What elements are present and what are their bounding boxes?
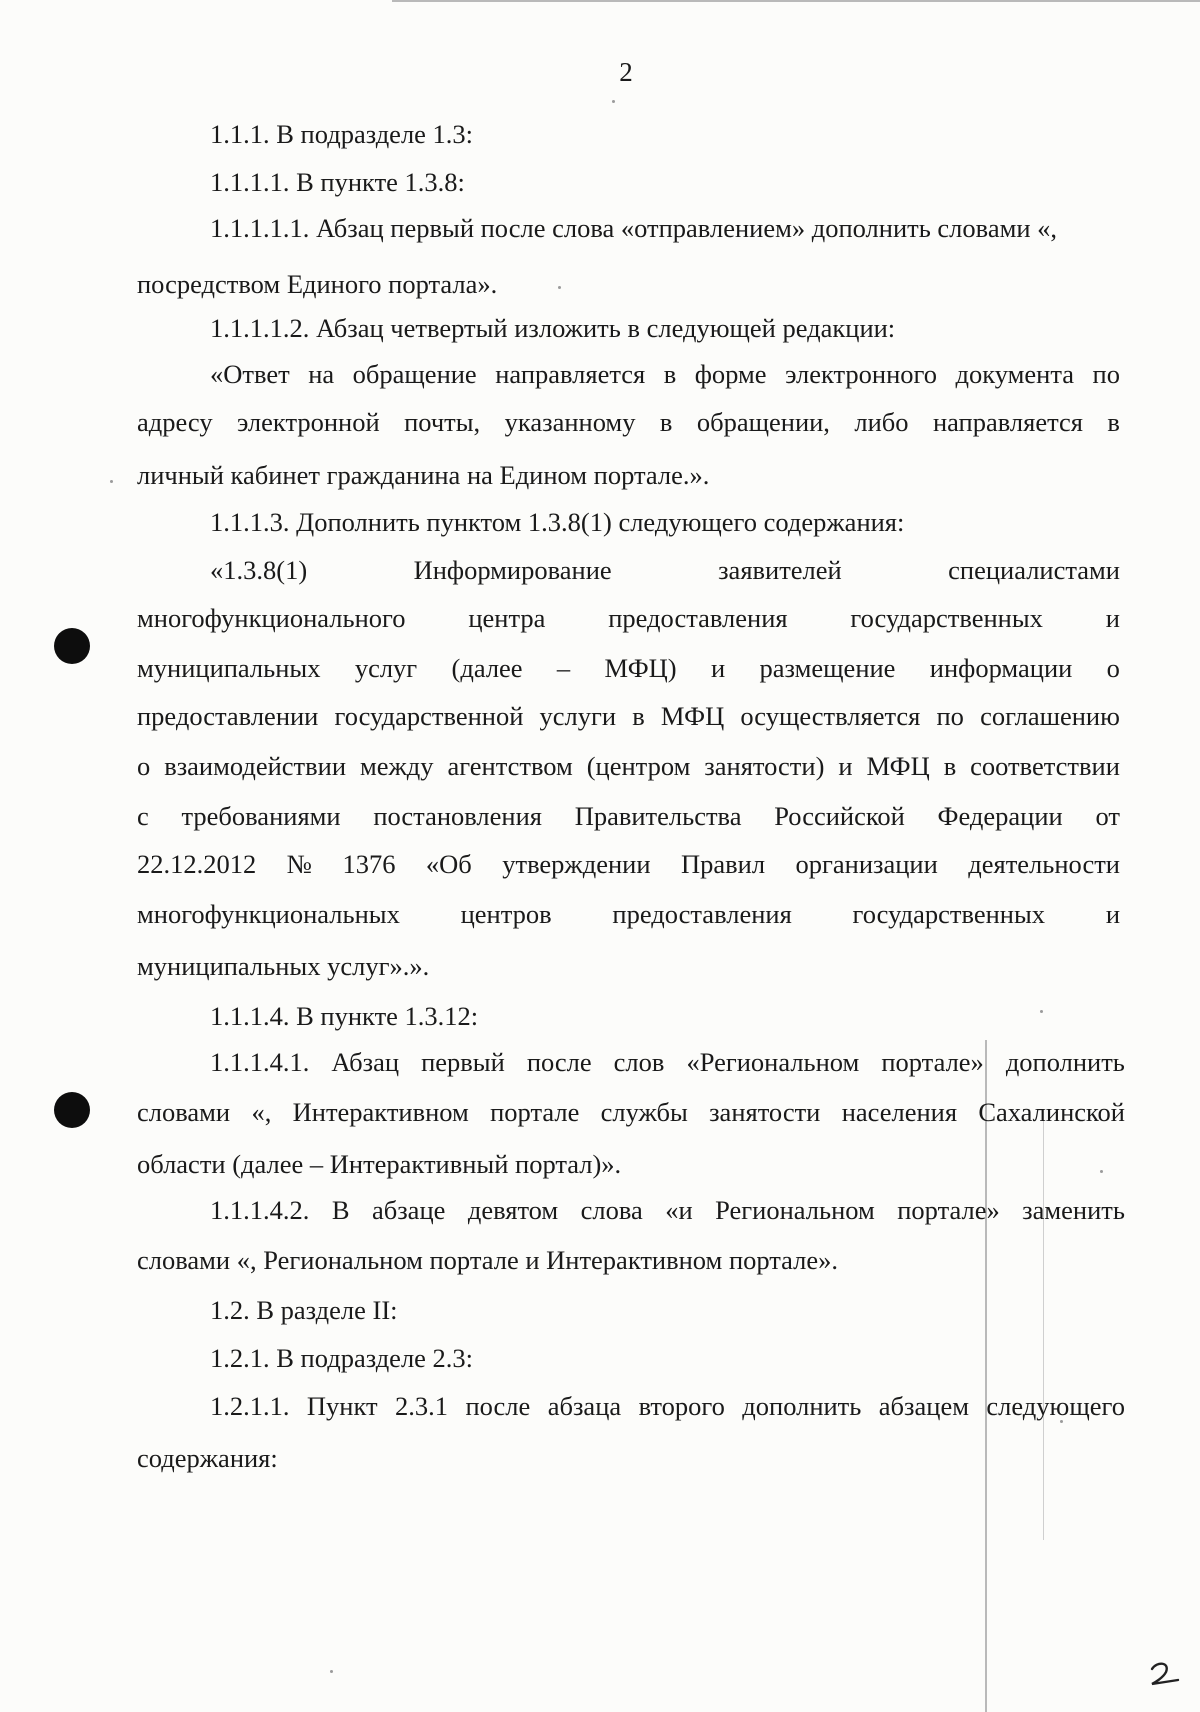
paragraph-line [137, 746, 1120, 786]
word: 1.1.1.4.1. [210, 1047, 310, 1077]
paragraph-line: личный кабинет гражданина на Едином портале.». [137, 460, 710, 490]
word: «и [665, 1195, 693, 1225]
word: взаимодействии [164, 751, 347, 781]
word: осуществляется [740, 701, 921, 731]
word: дополнить [742, 1391, 862, 1421]
word: в [632, 701, 645, 731]
word: (далее [451, 653, 523, 683]
paragraph-line [210, 1190, 1125, 1230]
scan-speck [612, 100, 615, 103]
word: 2.3.1 [395, 1391, 449, 1421]
paragraph: 1.2. В разделе II: [210, 1295, 398, 1325]
word: предоставления [608, 603, 788, 633]
word: дополнить [1005, 1047, 1125, 1077]
word: и [1105, 899, 1120, 929]
word: обращение [352, 359, 477, 389]
paragraph: 1.2.1. В подразделе 2.3: [210, 1343, 474, 1373]
handwritten-page-mark [1148, 1660, 1184, 1686]
scan-speck [558, 286, 561, 289]
word: почты, [404, 407, 481, 437]
paragraph-line [210, 550, 1120, 590]
word: в [663, 359, 677, 389]
word: второго [638, 1391, 725, 1421]
word: «Региональном [686, 1047, 860, 1077]
word: обращении, [696, 407, 830, 437]
paragraph-line: 1.1.1.1.1. Абзац первый после слова «отправлением» дополнить словами «, [210, 213, 1058, 243]
word: Правительства [574, 801, 742, 831]
paragraph-line: муниципальных услуг».». [137, 951, 430, 981]
word: абзацем [878, 1391, 969, 1421]
scan-speck [1100, 1170, 1103, 1173]
word: и [710, 653, 726, 683]
word: Правил [681, 849, 766, 879]
word: и [1105, 603, 1120, 633]
word: № [286, 849, 312, 879]
word: адресу [137, 407, 213, 437]
word: службы [600, 1097, 688, 1127]
word: постановления [373, 801, 542, 831]
word: электронной [237, 407, 380, 437]
word: МФЦ [866, 751, 930, 781]
word: центров [460, 899, 552, 929]
word: форме [694, 359, 767, 389]
paragraph: 1.1.1.4. В пункте 1.3.12: [210, 1001, 479, 1031]
word: либо [854, 407, 909, 437]
word: агентством [447, 751, 573, 781]
word: Федерации [937, 801, 1063, 831]
word: размещение [759, 653, 896, 683]
word: государственной [334, 701, 524, 731]
right-scan-rule-2 [1043, 1120, 1044, 1540]
word: требованиями [181, 801, 341, 831]
scan-speck [110, 480, 113, 483]
word: слова [580, 1195, 643, 1225]
paragraph-line [210, 1042, 1125, 1082]
word: после [526, 1047, 592, 1077]
word: Региональном [715, 1195, 875, 1225]
word: информации [929, 653, 1073, 683]
word: в [943, 751, 957, 781]
word: населения [841, 1097, 958, 1127]
word: услуг [354, 653, 418, 683]
word: государственных [850, 603, 1043, 633]
word: заявителей [718, 555, 842, 585]
right-scan-rule [985, 1040, 987, 1712]
word: по [1092, 359, 1120, 389]
paragraph-line [137, 844, 1120, 884]
word: государственных [852, 899, 1046, 929]
scan-speck [330, 1670, 333, 1673]
paragraph: 1.1.1.1.2. Абзац четвертый изложить в следующей редакции: [210, 313, 896, 343]
word: портале» [897, 1195, 1000, 1225]
word: В [331, 1195, 350, 1225]
paragraph-line [137, 796, 1120, 836]
word: о [137, 751, 151, 781]
word: направляется [932, 407, 1083, 437]
top-scan-rule [392, 0, 1200, 2]
paragraph-line [137, 648, 1120, 688]
word: в [659, 407, 673, 437]
word: 1376 [342, 849, 396, 879]
word: центра [468, 603, 546, 633]
word: (центром [586, 751, 691, 781]
punch-hole-bottom [54, 1092, 90, 1128]
word: «Об [425, 849, 472, 879]
paragraph: 1.1.1.1. В пункте 1.3.8: [210, 167, 465, 197]
word: портале [490, 1097, 580, 1127]
word: – [556, 653, 571, 683]
word: о [1106, 653, 1120, 683]
word: между [359, 751, 434, 781]
paragraph-line [210, 1386, 1125, 1426]
word: на [308, 359, 335, 389]
word: соответствии [970, 751, 1120, 781]
word: 1.1.1.4.2. [210, 1195, 310, 1225]
word: в [1107, 407, 1120, 437]
word: заменить [1022, 1195, 1125, 1225]
word: организации [795, 849, 938, 879]
word: Пункт [306, 1391, 378, 1421]
word: утверждении [502, 849, 651, 879]
scan-speck [1040, 1010, 1043, 1013]
word: предоставлении [137, 701, 319, 731]
word: Интерактивном [292, 1097, 469, 1127]
paragraph-line: содержания: [137, 1443, 278, 1473]
word: Сахалинской [978, 1097, 1125, 1127]
paragraph-line [137, 894, 1120, 934]
word: специалистами [948, 555, 1120, 585]
word: занятости) [704, 751, 825, 781]
word: абзаца [547, 1391, 622, 1421]
word: Информирование [413, 555, 612, 585]
word: слов [613, 1047, 665, 1077]
paragraph: 1.1.1. В подразделе 1.3: [210, 119, 474, 149]
word: 1.2.1.1. [210, 1391, 290, 1421]
word: по [936, 701, 964, 731]
word: после [465, 1391, 531, 1421]
word: соглашению [980, 701, 1120, 731]
paragraph-line [137, 696, 1120, 736]
word: услуги [539, 701, 617, 731]
word: предоставления [612, 899, 792, 929]
word: «Ответ [210, 359, 290, 389]
word: «1.3.8(1) [210, 555, 308, 585]
word: занятости [709, 1097, 821, 1127]
word: муниципальных [137, 653, 321, 683]
punch-hole-top [54, 628, 90, 664]
word: от [1095, 801, 1120, 831]
paragraph-line [137, 402, 1120, 442]
paragraph-line: области (далее – Интерактивный портал)». [137, 1149, 622, 1179]
word: словами [137, 1097, 231, 1127]
paragraph-line [137, 1092, 1125, 1132]
paragraph: 1.1.1.3. Дополнить пунктом 1.3.8(1) следующего содержания: [210, 507, 905, 537]
word: с [137, 801, 149, 831]
word: 22.12.2012 [137, 849, 257, 879]
word: и [838, 751, 853, 781]
word: девятом [467, 1195, 559, 1225]
word: направляется [495, 359, 646, 389]
word: МФЦ) [604, 653, 677, 683]
word: электронного [785, 359, 937, 389]
paragraph-line [210, 354, 1120, 394]
word: Абзац [331, 1047, 400, 1077]
word: указанному [504, 407, 636, 437]
word: абзаце [371, 1195, 446, 1225]
word: многофункциональных [137, 899, 400, 929]
word: документа [955, 359, 1074, 389]
page-number: 2 [619, 57, 633, 87]
word: портале» [881, 1047, 984, 1077]
word: «, [251, 1097, 272, 1127]
paragraph-line: словами «, Региональном портале и Интерактивном портале». [137, 1245, 839, 1275]
paragraph-line [137, 598, 1120, 638]
word: следующего [986, 1391, 1125, 1421]
word: деятельности [968, 849, 1120, 879]
word: МФЦ [660, 701, 725, 731]
word: Российской [774, 801, 905, 831]
paragraph-line: посредством Единого портала». [137, 269, 498, 299]
word: многофункционального [137, 603, 406, 633]
word: первый [421, 1047, 505, 1077]
